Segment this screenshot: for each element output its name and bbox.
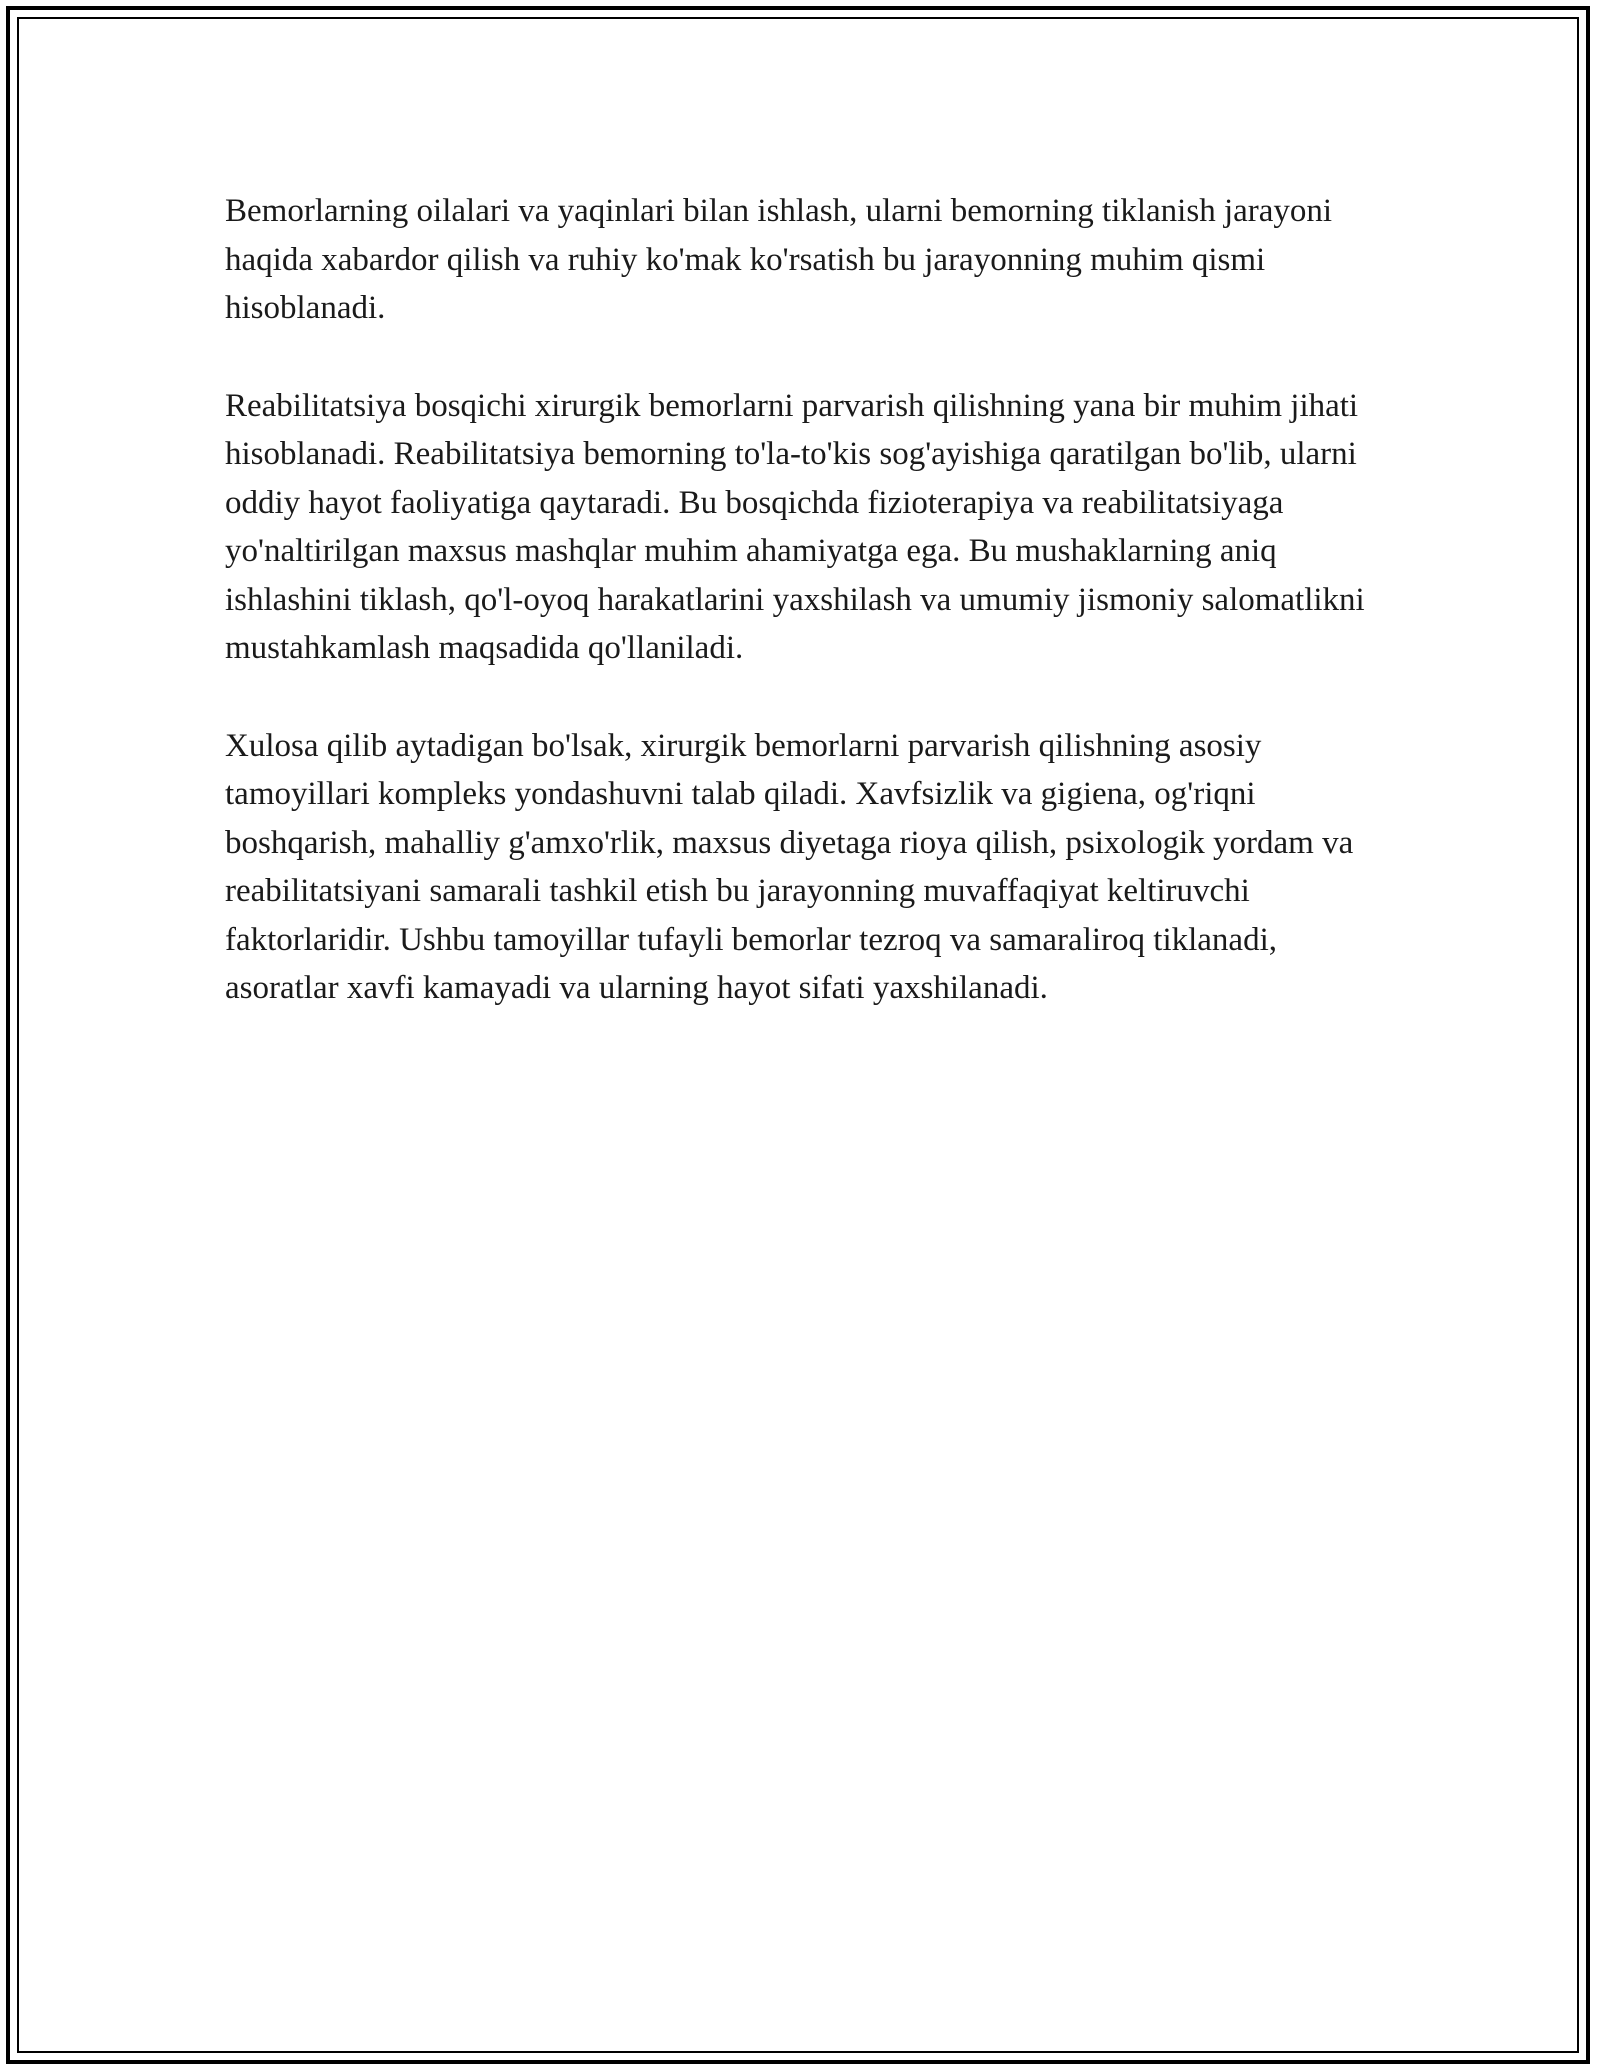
document-body: [225, 187, 1375, 1062]
paragraph-rehabilitation: Reabilitatsiya bosqichi xirurgik bemorlarni parvarish qilishning yana bir muhim jihati hisoblanadi. Reabilitatsiya bemorning to'la-to'kis sog'ayishiga qaratilgan bo'lib, ularni oddiy hayot faoliyatiga qaytaradi. Bu bosqichda fizioterapiya va reabilitatsiyaga yo'naltirilgan maxsus mashqlar muhim ahamiyatga ega. Bu mushaklarning aniq ishlashini tiklash, qo'l-oyoq harakatlarini yaxshilash va umumiy jismoniy salomatlikni mustahkamlash maqsadida qo'llaniladi.: [225, 387, 1365, 666]
paragraph-conclusion: Xulosa qilib aytadigan bo'lsak, xirurgik bemorlarni parvarish qilishning asosiy tamoyillari kompleks yondashuvni talab qiladi. Xavfsizlik va gigiena, og'riqni boshqarish, mahalliy g'amxo'rlik, maxsus diyetaga rioya qilish, psixologik yordam va reabilitatsiyani samarali tashkil etish bu jarayonning muvaffaqiyat keltiruvchi faktorlaridir. Ushbu tamoyillar tufayli bemorlar tezroq va samaraliroq tiklanadi, asoratlar xavfi kamayadi va ularning hayot sifati yaxshilanadi.: [225, 727, 1354, 1006]
paragraph-family-support: Bemorlarning oilalari va yaqinlari bilan ishlash, ularni bemorning tiklanish jarayoni haqida xabardor qilish va ruhiy ko'mak ko'rsatish bu jarayonning muhim qismi hisoblanadi.: [225, 193, 1333, 326]
